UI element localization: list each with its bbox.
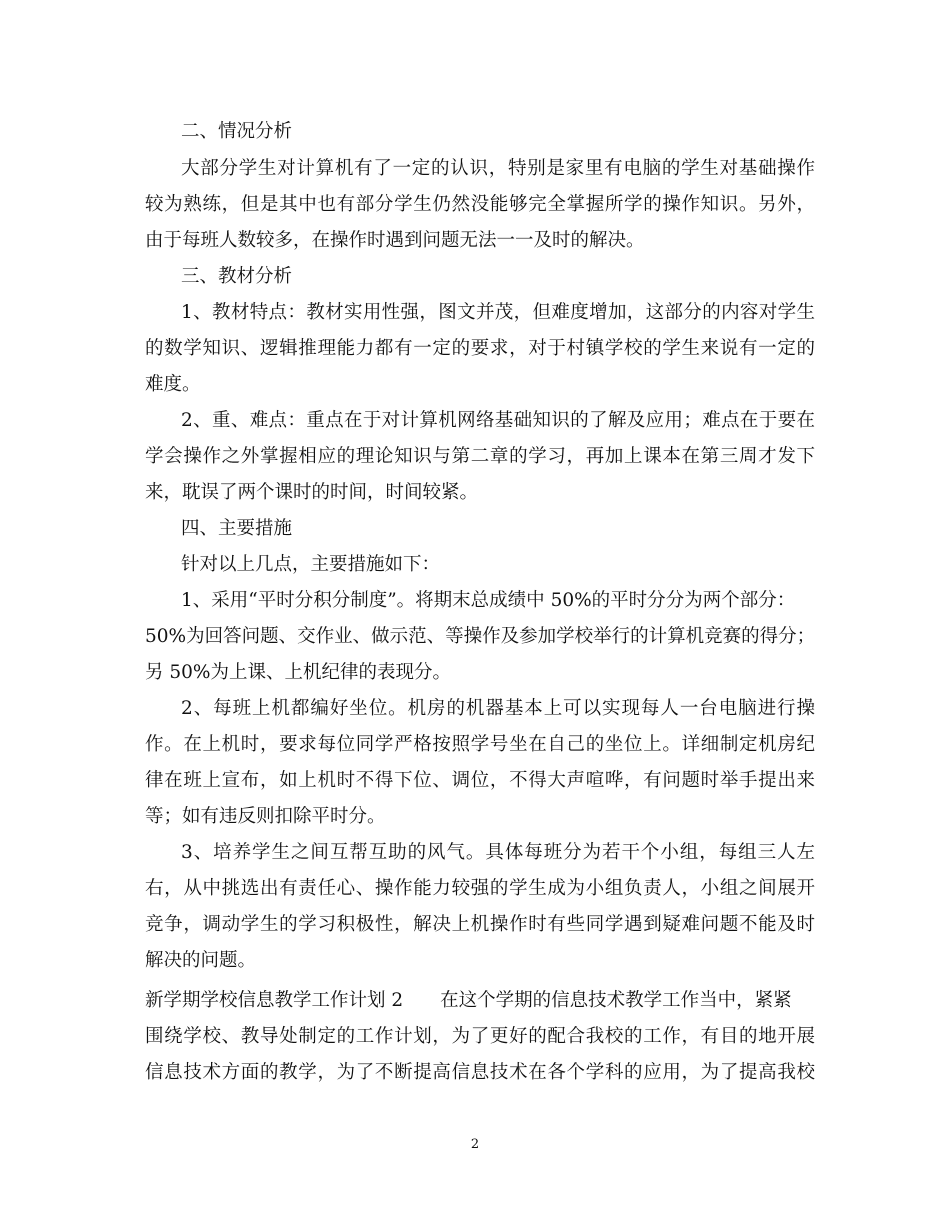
- paragraph-line: 由于每班人数较多，在操作时遇到问题无法一一及时的解决。: [145, 230, 645, 251]
- page-number: 2: [470, 1137, 480, 1152]
- paragraph-line: 3、培养学生之间互帮互助的风气。具体每班分为若干个小组，每组三人左: [181, 842, 815, 863]
- paragraph-line: 难度。: [145, 374, 201, 395]
- paragraph-line: 2、重、难点：重点在于对计算机网络基础知识的了解及应用；难点在于要在: [181, 410, 815, 431]
- paragraph-line: 作。在上机时，要求每位同学严格按照学号坐在自己的坐位上。详细制定机房纪: [145, 734, 815, 755]
- paragraph-line: 1、采用“平时分积分制度”。将期末总成绩中 50%的平时分分为两个部分：: [181, 590, 796, 611]
- paragraph-line: 2、每班上机都编好坐位。机房的机器基本上可以实现每人一台电脑进行操: [181, 698, 815, 719]
- paragraph-line: 的数学知识、逻辑推理能力都有一定的要求，对于村镇学校的学生来说有一定的: [145, 338, 815, 359]
- paragraph-line: 右，从中挑选出有责任心、操作能力较强的学生成为小组负责人，小组之间展开: [145, 878, 815, 899]
- section-heading: 四、主要措施: [181, 518, 293, 539]
- paragraph-line: 学会操作之外掌握相应的理论知识与第二章的学习，再加上课本在第三周才发下: [145, 446, 815, 467]
- paragraph-line: 围绕学校、教导处制定的工作计划，为了更好的配合我校的工作，有目的地开展: [145, 1026, 815, 1047]
- section-heading: 三、教材分析: [181, 266, 293, 287]
- paragraph-line: 50%为回答问题、交作业、做示范、等操作及参加学校举行的计算机竞赛的得分；: [145, 626, 816, 647]
- paragraph-line: 等；如有违反则扣除平时分。: [145, 806, 386, 827]
- paragraph-line: 1、教材特点：教材实用性强，图文并茂，但难度增加，这部分的内容对学生: [181, 302, 815, 323]
- paragraph-line: 较为熟练，但是其中也有部分学生仍然没能够完全掌握所学的操作知识。另外，: [145, 194, 815, 215]
- section-heading: 二、情况分析: [181, 121, 293, 142]
- paragraph-line: 来，耽误了两个课时的时间，时间较紧。: [145, 482, 479, 503]
- paragraph-line: 解决的问题。: [145, 950, 257, 971]
- paragraph-line: 针对以上几点，主要措施如下：: [181, 554, 441, 575]
- paragraph-line: 大部分学生对计算机有了一定的认识，特别是家里有电脑的学生对基础操作: [181, 158, 815, 179]
- paragraph-line: 竞争，调动学生的学习积极性，解决上机操作时有些同学遇到疑难问题不能及时: [145, 914, 815, 935]
- paragraph-line: 另 50%为上课、上机纪律的表现分。: [145, 662, 452, 683]
- paragraph-line: 律在班上宣布，如上机时不得下位、调位，不得大声喧哗，有问题时举手提出来: [145, 770, 815, 791]
- paragraph-line: 信息技术方面的教学，为了不断提高信息技术在各个学科的应用，为了提高我校: [145, 1062, 815, 1083]
- section-title-line: 新学期学校信息教学工作计划 2 在这个学期的信息技术教学工作当中，紧紧: [145, 990, 792, 1011]
